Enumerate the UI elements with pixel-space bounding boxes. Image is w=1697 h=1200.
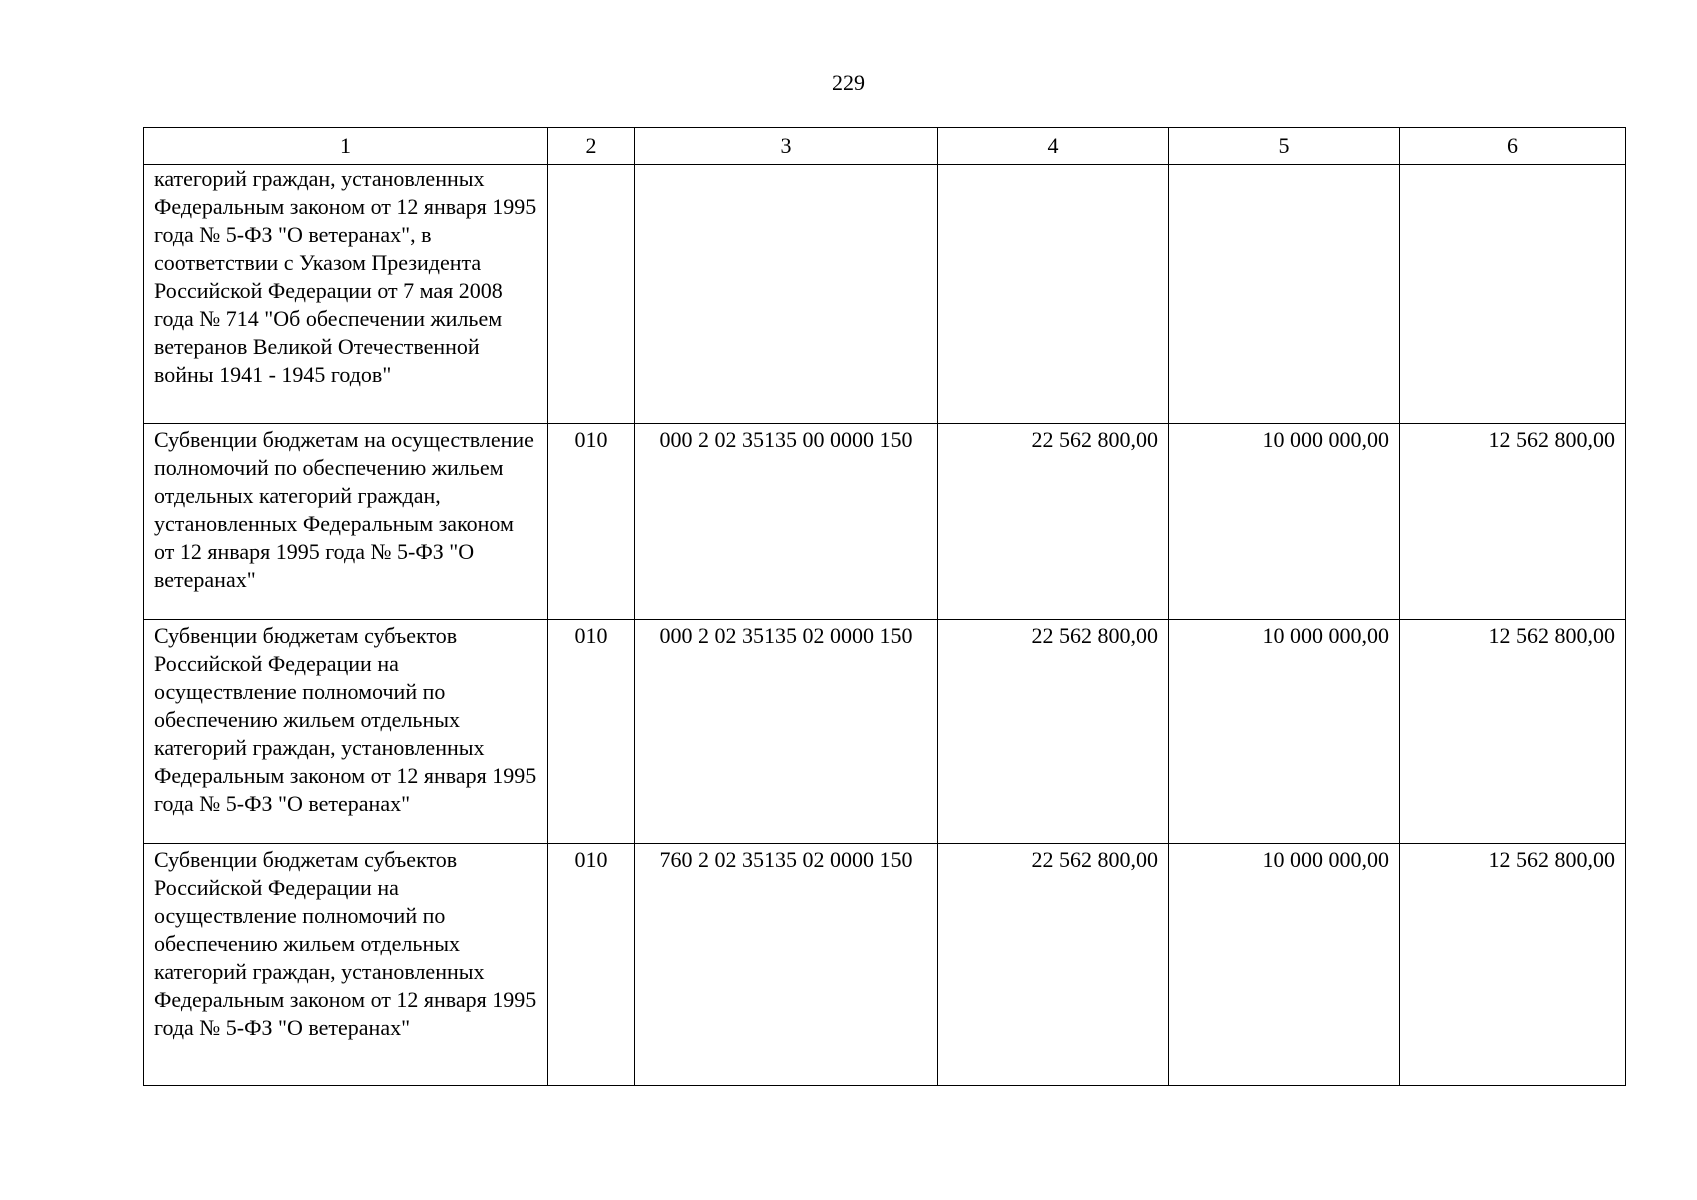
row-budget-code-cell: 000 2 02 35135 00 0000 150	[635, 424, 938, 620]
row-amount-col5-cell: 10 000 000,00	[1169, 844, 1400, 1086]
row-line-code-cell: 010	[548, 844, 635, 1086]
row-amount-col6-cell: 12 562 800,00	[1400, 620, 1626, 844]
row-amount-col5-cell	[1169, 165, 1400, 424]
row-amount-col4-cell: 22 562 800,00	[938, 424, 1169, 620]
column-header-3: 3	[635, 128, 938, 165]
row-budget-code-cell: 760 2 02 35135 02 0000 150	[635, 844, 938, 1086]
row-line-code-cell: 010	[548, 424, 635, 620]
row-name-cell: Субвенции бюджетам на осуществление полномочий по обеспечению жильем отдельных категорий граждан, установленных Федеральным законом от 12 января 1995 года № 5-ФЗ "О ветеранах"	[144, 424, 548, 620]
row-budget-code-cell	[635, 165, 938, 424]
row-line-code-cell: 010	[548, 620, 635, 844]
table-header-row	[144, 128, 1626, 165]
row-name-cell: Субвенции бюджетам субъектов Российской Федерации на осуществление полномочий по обеспечению жильем отдельных категорий граждан, установленных Федеральным законом от 12 января 1995 года № 5-ФЗ "О ветеранах"	[144, 844, 548, 1086]
row-amount-col6-cell: 12 562 800,00	[1400, 424, 1626, 620]
table-row	[144, 424, 1626, 620]
row-line-code-cell	[548, 165, 635, 424]
page-number: 229	[832, 70, 865, 95]
row-name-cell: категорий граждан, установленных Федеральным законом от 12 января 1995 года № 5-ФЗ "О ветеранах", в соответствии с Указом Президента Российской Федерации от 7 мая 2008 года № 714 "Об обеспечении жильем ветеранов Великой Отечественной войны 1941 - 1945 годов"	[144, 165, 548, 424]
row-amount-col4-cell	[938, 165, 1169, 424]
column-header-2: 2	[548, 128, 635, 165]
table-row	[144, 844, 1626, 1086]
table-row	[144, 165, 1626, 424]
budget-table	[143, 127, 1626, 1086]
column-header-1: 1	[144, 128, 548, 165]
row-budget-code-cell: 000 2 02 35135 02 0000 150	[635, 620, 938, 844]
row-amount-col4-cell: 22 562 800,00	[938, 844, 1169, 1086]
row-amount-col5-cell: 10 000 000,00	[1169, 620, 1400, 844]
row-amount-col4-cell: 22 562 800,00	[938, 620, 1169, 844]
column-header-5: 5	[1169, 128, 1400, 165]
row-amount-col5-cell: 10 000 000,00	[1169, 424, 1400, 620]
row-amount-col6-cell	[1400, 165, 1626, 424]
row-name-cell: Субвенции бюджетам субъектов Российской Федерации на осуществление полномочий по обеспечению жильем отдельных категорий граждан, установленных Федеральным законом от 12 января 1995 года № 5-ФЗ "О ветеранах"	[144, 620, 548, 844]
table-row	[144, 620, 1626, 844]
column-header-6: 6	[1400, 128, 1626, 165]
column-header-4: 4	[938, 128, 1169, 165]
row-amount-col6-cell: 12 562 800,00	[1400, 844, 1626, 1086]
